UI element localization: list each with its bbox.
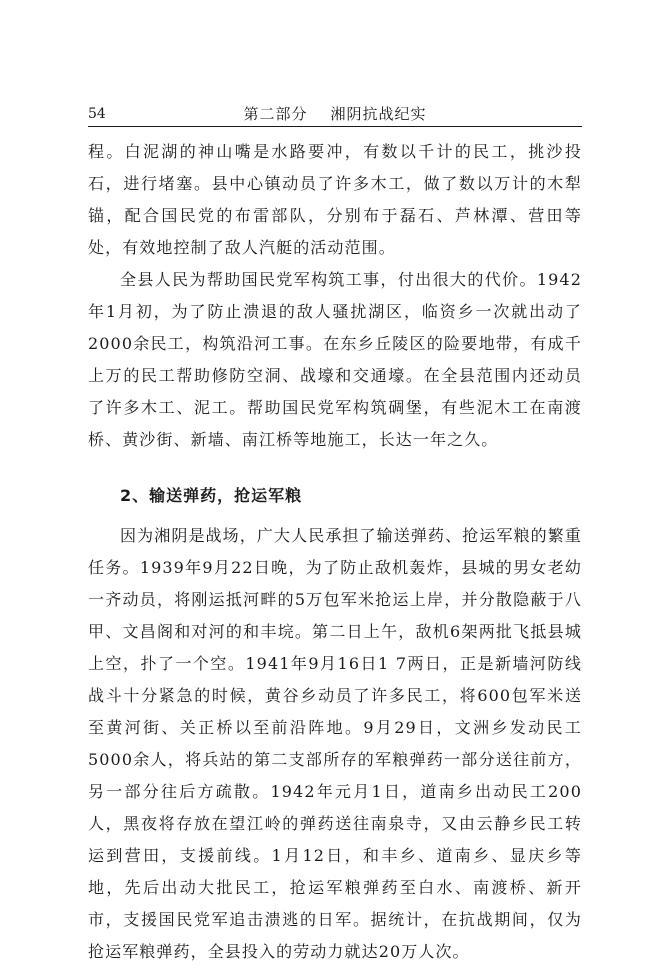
- body-text: [88, 136, 582, 968]
- paragraph: 因为湘阴是战场，广大人民承担了输送弹药、抢运军粮的繁重任务。1939年9月22日晚，为了防止敌机轰炸，县城的男女老幼一齐动员，将刚运抵河畔的5万包军米抢运上岸，并分散隐蔽于八甲、文昌阁和对河的和丰垸。第二日上午，敌机6架两批飞抵县城上空，扑了一个空。1941年9月16日1 7两日，正是新墙河防线战斗十分紧急的时候，黄谷乡动员了许多民工，将600包军米送至黄河街、关正桥以至前沿阵地。9月29日，文洲乡发动民工5000余人，将兵站的第二支部所存的军粮弹药一部分送往前方，另一部分往后方疏散。1942年元月1日，道南乡出动民工200人，黑夜将存放在望江岭的弹药送往南泉寺，又由云静乡民工转运到营田，支援前线。1月12日，和丰乡、道南乡、显庆乡等地，先后出动大批民工，抢运军粮弹药至白水、南渡桥、新开市，支援国民党军追击溃逃的日军。据统计，在抗战期间，仅为抢运军粮弹药，全县投入的劳动力就达20万人次。: [88, 526, 582, 961]
- paragraph: 全县人民为帮助国民党军构筑工事，付出很大的代价。1942年1月初，为了防止溃退的敌人骚扰湖区，临资乡一次就出动了2000余民工，构筑沿河工事。在东乡丘陵区的险要地带，有成千上万的民工帮助修防空洞、战壕和交通壕。在全县范围内还动员了许多木工、泥工。帮助国民党军构筑碉堡，有些泥木工在南渡桥、黄沙街、新墙、南江桥等地施工，长达一年之久。: [88, 270, 582, 449]
- paragraph-continued: 程。白泥湖的神山嘴是水路要冲，有数以千计的民工，挑沙投石，进行堵塞。县中心镇动员了许多木工，做了数以万计的木犁锚，配合国民党的布雷部队，分别布于磊石、芦林潭、营田等处，有效地控制了敌人汽艇的活动范围。: [88, 142, 582, 257]
- running-title: 第二部分 湘阴抗战纪实: [243, 105, 427, 123]
- section-heading: 2、输送弹药，抢运军粮: [120, 486, 303, 505]
- page-header: [88, 104, 582, 127]
- page-number: 54: [88, 106, 106, 122]
